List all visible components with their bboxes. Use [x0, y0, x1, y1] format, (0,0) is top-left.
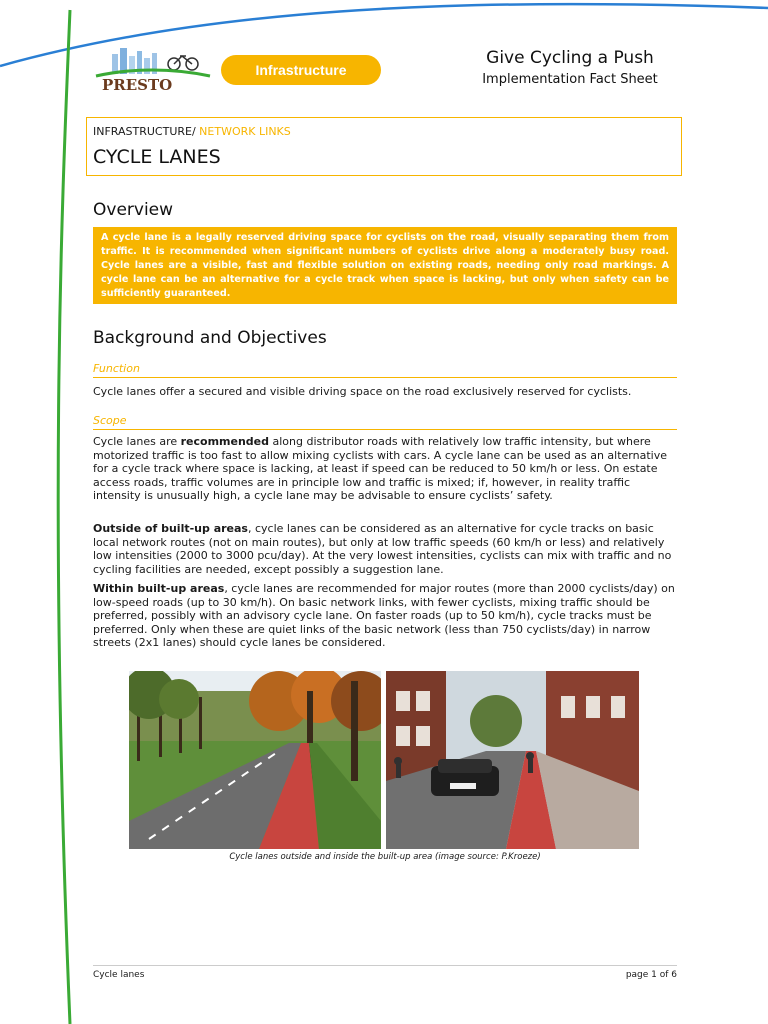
- scope-p3-text: , cycle lanes are recommended for major routes (more than 2000 cyclists/day) on low-speed roads (up to 30 km/h). On basic network links, with fewer cyclists, mixing traffic should be preferred, possibly with an advisory cycle lane. On faster roads (up to 50 km/h), cycle tracks must be preferred. Only when these are quiet links of the basic network (less than 750 cyclists/day) in narrow streets (2x1 lanes) should cycle lanes be considered.: [93, 582, 675, 649]
- breadcrumb-root: INFRASTRUCTURE/: [93, 125, 200, 138]
- scope-p2-text: , cycle lanes can be considered as an alternative for cycle tracks on basic local network routes (not on main routes), but only at low traffic speeds (60 km/h or less) and relatively low intensities (2000 to 3000 pcu/day). At the very lowest intensities, cyclists can mix with traffic and no cycling facilities are needed, except possibly a suggestion lane.: [93, 522, 672, 576]
- presto-logo: [92, 44, 214, 94]
- function-label: Function: [93, 362, 677, 378]
- background-heading: Background and Objectives: [93, 328, 327, 348]
- infrastructure-badge: Infrastructure: [221, 55, 381, 85]
- urban-cycle-lane-photo: [386, 671, 639, 849]
- footer-page-number: page 1 of 6: [625, 970, 677, 980]
- scope-paragraph-2: [93, 522, 677, 576]
- svg-text:PRESTO: PRESTO: [102, 76, 173, 94]
- footer-doc-name: Cycle lanes: [93, 970, 145, 980]
- scope-p1-start: Cycle lanes are: [93, 435, 181, 448]
- scope-paragraph-1: [93, 435, 677, 503]
- function-paragraph: Cycle lanes offer a secured and visible driving space on the road exclusively reserved for cyclists.: [93, 385, 632, 398]
- document-title: CYCLE LANES: [93, 146, 221, 168]
- header-title: Give Cycling a Push: [486, 48, 654, 68]
- scope-p1-rest: along distributor roads with relatively low traffic intensity, but where motorized traffic is too fast to allow mixing cyclists with cars. A cycle lane can be used as an alternative for a cycle track where space is lacking, at least if speed can be reduced to 50 km/h or less. On estate access roads, traffic volumes are in principle low and traffic is mixed; if, however, in reality traffic intensity is unusually high, a cycle lane may be advisable to ensure cyclists’ safety.: [93, 435, 667, 502]
- scope-p1-bold: recommended: [180, 435, 269, 448]
- title-box: [86, 117, 682, 176]
- scope-p3-bold: Within built-up areas: [93, 582, 225, 595]
- footer-divider: [93, 965, 677, 966]
- overview-summary-box: A cycle lane is a legally reserved driving space for cyclists on the road, visually separating them from traffic. It is recommended when significant numbers of cyclists drive along a moderately busy road. Cycle lanes are a visible, fast and flexible solution on existing roads, needing only road markings. A cycle lane can be an alternative for a cycle track when space is lacking, but only when safety can be sufficiently guaranteed.: [93, 227, 677, 304]
- scope-p2-bold: Outside of built-up areas: [93, 522, 248, 535]
- photo-caption: Cycle lanes outside and inside the built-up area (image source: P.Kroeze): [229, 852, 541, 862]
- overview-heading: Overview: [93, 200, 174, 220]
- scope-paragraph-3: [93, 582, 677, 650]
- breadcrumb-current: NETWORK LINKS: [199, 125, 291, 138]
- breadcrumb: [93, 125, 291, 138]
- scope-label: Scope: [93, 414, 677, 430]
- header-subtitle: Implementation Fact Sheet: [482, 72, 658, 87]
- rural-cycle-lane-photo: [129, 671, 381, 849]
- green-swoosh: [58, 10, 70, 1024]
